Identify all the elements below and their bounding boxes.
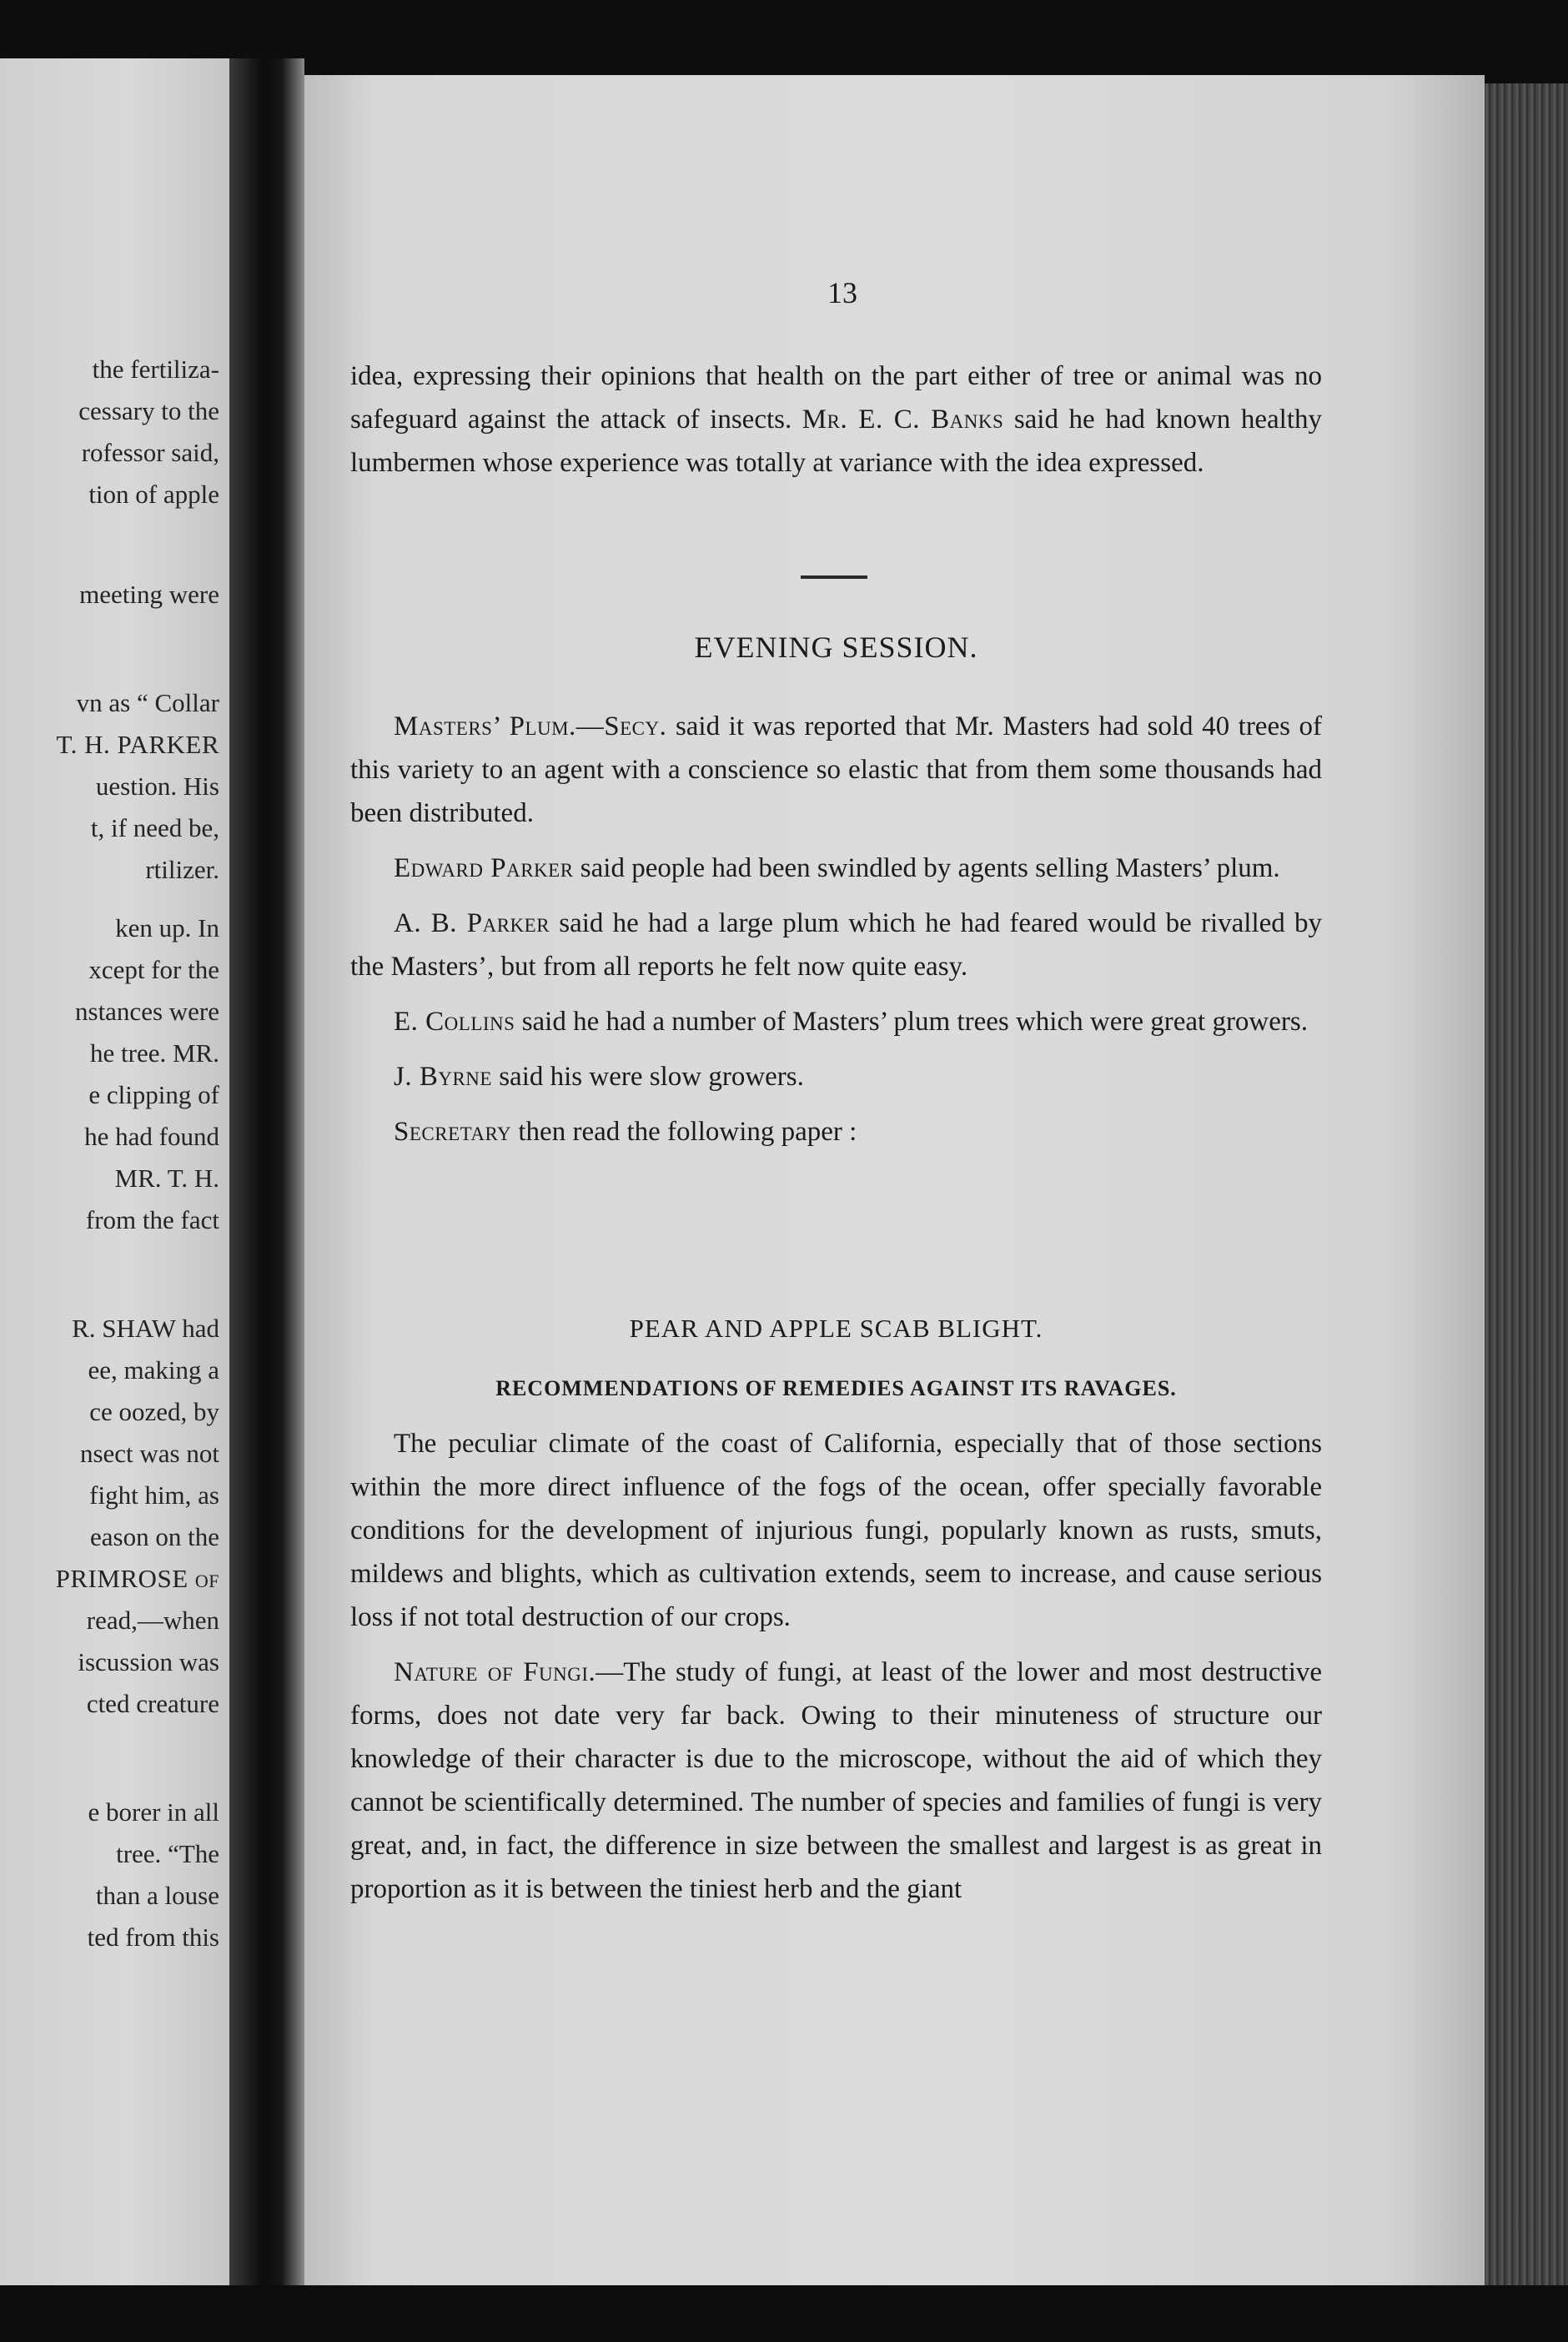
- left-line: cted creature: [86, 1689, 219, 1718]
- section-title: EVENING SESSION.: [694, 631, 978, 664]
- page-number: 13: [827, 276, 857, 309]
- session-paragraph: [350, 1055, 1322, 1098]
- left-line: ted from this: [87, 1922, 219, 1952]
- session-paragraph: [350, 705, 1322, 835]
- left-line: iscussion was: [78, 1647, 219, 1676]
- left-line: R. SHAW had: [72, 1314, 219, 1343]
- paper-subtitle: RECOMMENDATIONS OF REMEDIES AGAINST ITS RAVAGES.: [495, 1376, 1177, 1400]
- intro-paragraph: [350, 354, 1322, 485]
- paragraph-text: said people had been swindled by agents selling Masters’ plum.: [573, 853, 1280, 883]
- section-divider: [801, 575, 867, 579]
- left-line: the fertiliza-: [92, 354, 219, 384]
- left-line: T. H. PARKER: [56, 730, 219, 759]
- left-line: from the fact: [85, 1205, 219, 1234]
- session-paragraph: [350, 847, 1322, 890]
- scan-border-bottom: [0, 2285, 1568, 2342]
- left-line: xcept for the: [88, 955, 219, 984]
- left-line: cessary to the: [78, 396, 219, 425]
- left-line: MR. T. H.: [114, 1163, 219, 1193]
- paragraph-text: said he had a number of Masters’ plum trees which were great growers.: [515, 1007, 1308, 1037]
- session-paragraph: [350, 902, 1322, 988]
- paragraph-text: said he had a large plum which he had feared would be rivalled by the Masters’, but from all reports he felt now quite easy.: [350, 908, 1322, 982]
- session-paragraphs: [350, 705, 1322, 1153]
- speaker-name: E. Collins: [394, 1007, 515, 1037]
- speaker-name: Edward Parker: [394, 853, 574, 883]
- left-line: e borer in all: [88, 1797, 219, 1827]
- left-line: he had found: [84, 1122, 219, 1151]
- paragraph-text: said he had known healthy lumbermen whose experience was totally at variance with the idea expressed.: [350, 405, 1323, 478]
- left-line: than a louse: [95, 1881, 219, 1910]
- left-line: fight him, as: [89, 1480, 219, 1510]
- paragraph-text: idea, expressing their opinions that health on the part either of tree or animal was no safeguard against the attack of insects.: [350, 361, 1322, 435]
- speaker-name: Secretary: [394, 1117, 512, 1147]
- speaker-name: Masters’ Plum.—Secy.: [394, 711, 667, 741]
- left-line: tion of apple: [88, 480, 219, 509]
- left-line: nsect was not: [79, 1439, 219, 1468]
- left-line: uestion. His: [95, 771, 219, 801]
- session-paragraph: [350, 1110, 1322, 1153]
- left-page: [0, 58, 229, 2294]
- left-line: meeting were: [79, 580, 219, 609]
- left-line: ken up. In: [115, 913, 219, 942]
- left-line: rtilizer.: [145, 855, 219, 884]
- left-line: nstances were: [75, 997, 219, 1026]
- left-line: t, if need be,: [90, 813, 219, 842]
- book-gutter: [229, 58, 304, 2294]
- left-line: eason on the: [90, 1522, 219, 1551]
- paper-paragraph: The peculiar climate of the coast of California, especially that of those sections within the more direct influence of the fogs of the ocean, offer specially favorable conditions for the development of injurious fungi, popularly known as rusts, smuts, mildews and blights, which as cultivation extends, seem to increase, and cause serious loss if not total destruction of our crops.: [350, 1429, 1322, 1632]
- paragraph-text: then read the following paper :: [511, 1117, 857, 1147]
- left-line: PRIMROSE of: [55, 1564, 219, 1593]
- left-line: ee, making a: [88, 1355, 219, 1385]
- left-line: read,—when: [86, 1606, 219, 1635]
- left-line: ce oozed, by: [89, 1397, 219, 1426]
- page-edge: [1485, 83, 1568, 2285]
- speaker-name: J. Byrne: [394, 1062, 492, 1092]
- left-line: rofessor said,: [81, 438, 219, 467]
- paper-title: PEAR AND APPLE SCAB BLIGHT.: [629, 1314, 1043, 1343]
- paper-body: [350, 1422, 1322, 1911]
- paper-paragraph: [350, 1651, 1322, 1911]
- left-line: vn as “ Collar: [76, 688, 219, 717]
- speaker-name: Nature of Fungi.: [394, 1657, 596, 1687]
- speaker-name: A. B. Parker: [394, 908, 550, 938]
- left-line: he tree. MR.: [90, 1038, 219, 1068]
- paragraph-text: —The study of fungi, at least of the lower and most destructive forms, does not date very far back. Owing to their minuteness of structure our knowledge of their character is due to the microscope, without the aid of which they cannot be scientifically determined. The number of species and families of fungi is very great, and, in fact, the difference in size between the smallest and largest is as great in proportion as it is between the tiniest herb and the giant: [350, 1657, 1323, 1904]
- session-paragraph: [350, 1000, 1322, 1043]
- left-line: e clipping of: [88, 1080, 219, 1109]
- speaker-name: Mr. E. C. Banks: [802, 405, 1004, 435]
- left-line: tree. “The: [116, 1839, 219, 1868]
- paragraph-text: said it was reported that Mr. Masters had sold 40 trees of this variety to an agent with a conscience so elastic that from them some thousands had been distributed.: [350, 711, 1322, 828]
- paragraph-text: said his were slow growers.: [491, 1062, 804, 1092]
